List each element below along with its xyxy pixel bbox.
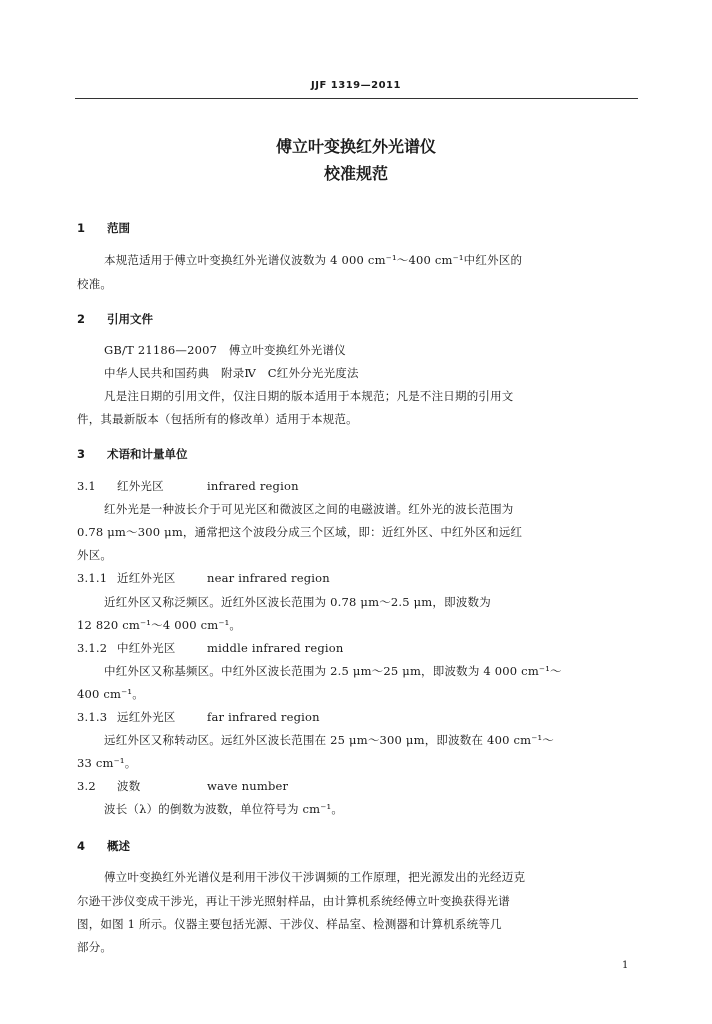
term-zh: 波数 bbox=[117, 779, 141, 793]
paragraph-line: 外区。 bbox=[77, 548, 113, 562]
section-title: 范围 bbox=[107, 221, 130, 235]
section-number: 4 bbox=[77, 839, 86, 853]
paragraph-line: 中红外区又称基频区。中红外区波长范围为 2.5 μm～25 μm，即波数为 4 000 cm⁻¹～ bbox=[104, 664, 562, 678]
section-1-heading bbox=[77, 220, 130, 236]
paragraph-line: 33 cm⁻¹。 bbox=[77, 756, 137, 770]
subsection-number: 3.2 bbox=[77, 779, 96, 793]
paragraph-line: 部分。 bbox=[77, 940, 113, 954]
paragraph-line: 12 820 cm⁻¹～4 000 cm⁻¹。 bbox=[77, 618, 242, 632]
section-number: 2 bbox=[77, 312, 86, 326]
term-zh: 远红外光区 bbox=[117, 710, 176, 724]
section-number: 1 bbox=[77, 221, 86, 235]
paragraph-line: 傅立叶变换红外光谱仪是利用干涉仪干涉调频的工作原理，把光源发出的光经迈克 bbox=[104, 870, 526, 884]
reference-item: GB/T 21186—2007 傅立叶变换红外光谱仪 bbox=[104, 343, 346, 357]
subsection-3-1-3-heading bbox=[77, 709, 320, 725]
subsection-number: 3.1.2 bbox=[77, 641, 108, 655]
paragraph-line: 凡是注日期的引用文件，仅注日期的版本适用于本规范；凡是不注日期的引用文 bbox=[104, 389, 514, 403]
term-en: near infrared region bbox=[207, 571, 330, 585]
term-zh: 红外光区 bbox=[117, 479, 164, 493]
section-4-heading bbox=[77, 838, 130, 854]
term-zh: 中红外光区 bbox=[117, 641, 176, 655]
term-en: wave number bbox=[207, 779, 289, 793]
paragraph-line: 红外光是一种波长介于可见光区和微波区之间的电磁波谱。红外光的波长范围为 bbox=[104, 502, 514, 516]
paragraph-line: 远红外区又称转动区。远红外区波长范围在 25 μm～300 μm，即波数在 400 cm⁻¹～ bbox=[104, 733, 554, 747]
paragraph-line: 尔逊干涉仪变成干涉光，再让干涉光照射样品，由计算机系统经傅立叶变换获得光谱 bbox=[77, 894, 510, 908]
paragraph-line: 波长（λ）的倒数为波数，单位符号为 cm⁻¹。 bbox=[104, 802, 344, 816]
paragraph-line: 图，如图 1 所示。仪器主要包括光源、干涉仪、样品室、检测器和计算机系统等几 bbox=[77, 917, 502, 931]
paragraph-line: 本规范适用于傅立叶变换红外光谱仪波数为 4 000 cm⁻¹～400 cm⁻¹中红外区的 bbox=[104, 253, 523, 267]
subsection-number: 3.1.3 bbox=[77, 710, 108, 724]
paragraph-line: 400 cm⁻¹。 bbox=[77, 687, 144, 701]
standard-code-header: JJF 1319—2011 bbox=[311, 80, 401, 91]
term-zh: 近红外光区 bbox=[117, 571, 176, 585]
term-en: infrared region bbox=[207, 479, 299, 493]
section-3-heading bbox=[77, 446, 188, 462]
paragraph-line: 件，其最新版本（包括所有的修改单）适用于本规范。 bbox=[77, 412, 358, 426]
reference-item: 中华人民共和国药典 附录Ⅳ C红外分光光度法 bbox=[104, 366, 359, 380]
subsection-3-2-heading bbox=[77, 778, 288, 794]
header-rule bbox=[75, 98, 638, 99]
subsection-3-1-2-heading bbox=[77, 640, 344, 656]
section-title: 引用文件 bbox=[107, 312, 153, 326]
subsection-3-1-heading bbox=[77, 478, 299, 494]
section-title: 术语和计量单位 bbox=[107, 447, 188, 461]
subsection-number: 3.1.1 bbox=[77, 571, 108, 585]
paragraph-line: 0.78 μm～300 μm，通常把这个波段分成三个区域，即：近红外区、中红外区和远红 bbox=[77, 525, 523, 539]
section-2-heading bbox=[77, 311, 153, 327]
term-en: far infrared region bbox=[207, 710, 320, 724]
subsection-number: 3.1 bbox=[77, 479, 96, 493]
paragraph-line: 近红外区又称泛频区。近红外区波长范围为 0.78 μm～2.5 μm，即波数为 bbox=[104, 595, 491, 609]
document-title: 傅立叶变换红外光谱仪 bbox=[275, 137, 436, 156]
subsection-3-1-1-heading bbox=[77, 570, 330, 586]
section-title: 概述 bbox=[107, 839, 130, 853]
section-number: 3 bbox=[77, 447, 86, 461]
page-number: 1 bbox=[622, 960, 629, 971]
term-en: middle infrared region bbox=[207, 641, 344, 655]
document-subtitle: 校准规范 bbox=[323, 164, 388, 183]
paragraph-line: 校准。 bbox=[77, 277, 113, 291]
